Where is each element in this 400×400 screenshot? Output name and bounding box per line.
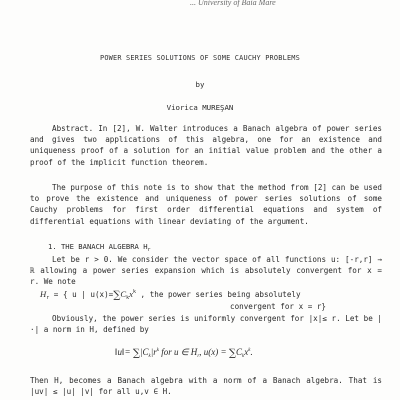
norm-h-subscript: r (197, 354, 200, 359)
running-header: ... University of Baia Mare (190, 0, 276, 7)
section-heading-text: 1. THE BANACH ALGEBRA H (48, 242, 148, 251)
hr-set-rest: , the power series being absolutely (135, 290, 301, 299)
author-name: Viorica MUREŞAN (166, 103, 234, 112)
norm-period: . (250, 347, 253, 357)
norm-series-var: x (244, 347, 249, 357)
definitions-paragraph: Let be r > 0. We consider the vector space of all functions u: [-r,r] → ℝ allowing a power series expansion which is absolutely convergent for x = r. We note (30, 255, 382, 287)
norm-exponent: k (156, 348, 159, 353)
norm-coef-open: |C (140, 347, 149, 357)
hr-variable: x (129, 289, 133, 299)
norm-coef-close: |r (150, 347, 157, 357)
norm-summation-symbol: ∑ (132, 348, 141, 359)
hr-definition-continuation: convergent for x = r} (230, 302, 327, 311)
hr-coefficient: C (120, 289, 127, 299)
norm-series-coef: C (235, 347, 242, 357)
hr-exponent: k (132, 289, 136, 295)
hr-definition-line (30, 287, 382, 304)
hr-coefficient-index: k (126, 295, 130, 301)
norm-coef-index: k (148, 354, 151, 359)
norm-series-exponent: k (248, 348, 251, 353)
abstract-paragraph: Abstract. In [2], W. Walter introduces a Banach algebra of power series and gives two applications of this algebra, one for an existence and uniqueness proof of a solution for an initial value problem and the other a proof of the implicit function theorem. (30, 124, 382, 167)
paper-title: POWER SERIES SOLUTIONS OF SOME CAUCHY PROBLEMS (99, 54, 301, 62)
hr-subscript: r (46, 295, 50, 301)
norm-series-summation: ∑ (228, 348, 236, 359)
hr-symbol: H (40, 289, 47, 299)
purpose-paragraph: The purpose of this note is to show that the method from [2] can be used to prove the existence and uniqueness of power series solutions of some Cauchy problems for first order differential equations and system of differential equations with linear deviating of the argument. (30, 183, 382, 226)
norm-series-lhs: , u(x) = (199, 347, 229, 357)
summation-symbol: ∑ (113, 290, 121, 301)
section-heading-subscript: r (147, 247, 151, 253)
norm-lhs: ‖u‖= (115, 347, 133, 357)
norm-for-clause: for u ∈ H (158, 347, 198, 357)
then-paragraph: Then H, becomes a Banach algebra with a norm of a Banach algebra. That is |uv| ≤ |u| |v| for all u,v ∈ H. (30, 376, 382, 397)
norm-equation (115, 345, 253, 362)
hr-set-start: = { u | u(x)= (49, 290, 114, 299)
byline-label: by (195, 80, 205, 89)
norm-series-index: k (241, 354, 245, 359)
obviously-paragraph: Obviously, the power series is uniformly convergent for |x|≤ r. Let be |·| a norm in H, defined by (30, 314, 382, 335)
